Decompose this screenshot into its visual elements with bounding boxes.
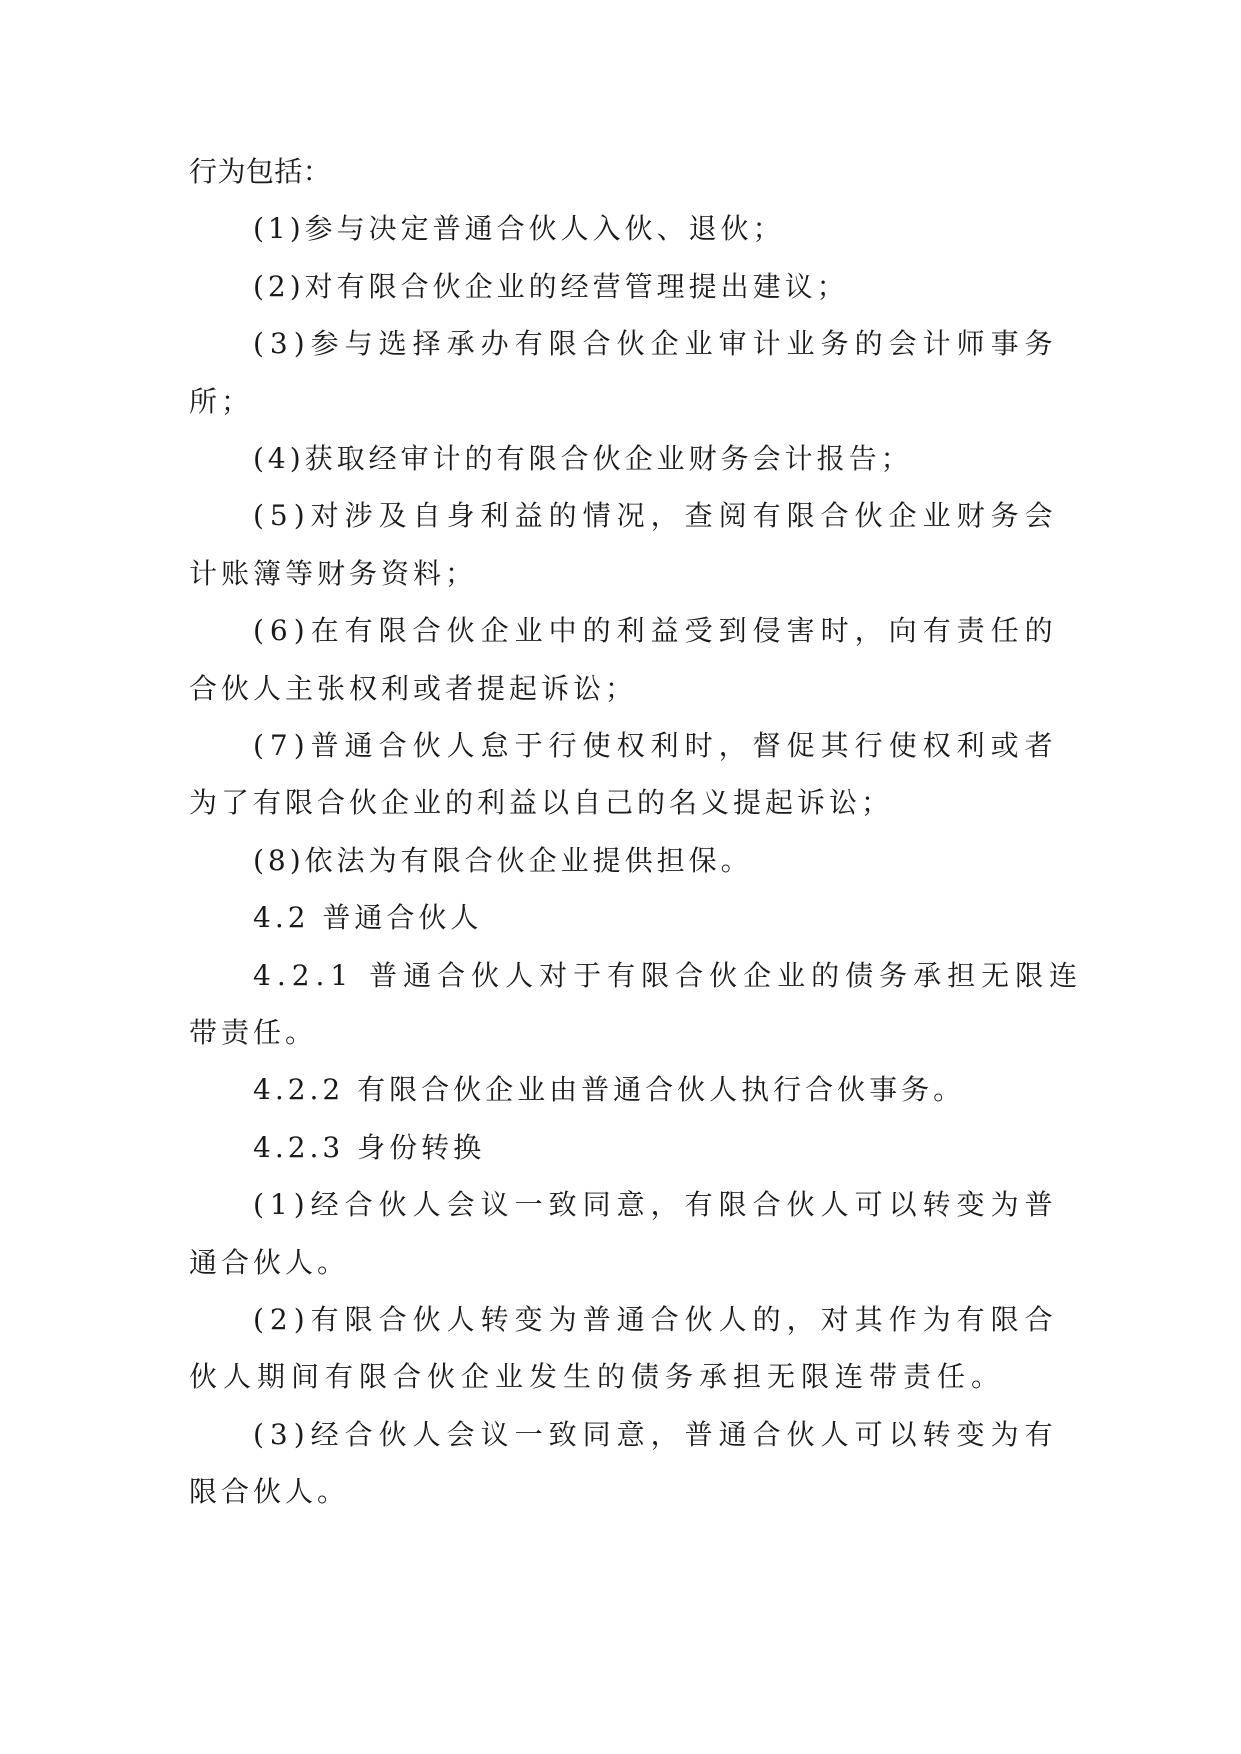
paragraph-line: (7)普通合伙人怠于行使权利时，督促其行使权利或者	[253, 729, 1059, 762]
paragraph-line: (8)依法为有限合伙企业提供担保。	[253, 844, 753, 877]
paragraph-line: 4.2.1 普通合伙人对于有限合伙企业的债务承担无限连	[253, 959, 1084, 992]
paragraph-line: 为了有限合伙企业的利益以自己的名义提起诉讼；	[189, 786, 894, 819]
paragraph-line: (3)经合伙人会议一致同意，普通合伙人可以转变为有	[253, 1418, 1059, 1451]
paragraph-line: 计账簿等财务资料；	[189, 557, 478, 590]
paragraph-line: 4.2 普通合伙人	[253, 901, 483, 934]
paragraph-line: (2)对有限合伙企业的经营管理提出建议；	[253, 270, 849, 303]
paragraph-line: 伙人期间有限合伙企业发生的债务承担无限连带责任。	[189, 1360, 1006, 1393]
paragraph-line: 合伙人主张权利或者提起诉讼；	[189, 672, 638, 705]
paragraph-line: (1)参与决定普通合伙人入伙、退伙；	[253, 212, 785, 245]
paragraph-line: 4.2.3 身份转换	[253, 1131, 486, 1164]
paragraph-line: 4.2.2 有限合伙企业由普通合伙人执行合伙事务。	[253, 1073, 966, 1106]
paragraph-line: (2)有限合伙人转变为普通合伙人的，对其作为有限合	[253, 1303, 1059, 1336]
paragraph-line: 通合伙人。	[189, 1246, 350, 1279]
paragraph-line: 限合伙人。	[189, 1475, 350, 1508]
paragraph-line: 行为包括：	[189, 155, 332, 188]
paragraph-line: (4)获取经审计的有限合伙企业财务会计报告；	[253, 442, 913, 475]
paragraph-line: 所；	[189, 385, 254, 418]
paragraph-line: (5)对涉及自身利益的情况，查阅有限合伙企业财务会	[253, 499, 1059, 532]
paragraph-line: (1)经合伙人会议一致同意，有限合伙人可以转变为普	[253, 1188, 1059, 1221]
paragraph-line: 带责任。	[189, 1016, 318, 1049]
paragraph-line: (3)参与选择承办有限合伙企业审计业务的会计师事务	[253, 327, 1059, 360]
paragraph-line: (6)在有限合伙企业中的利益受到侵害时，向有责任的	[253, 614, 1059, 647]
